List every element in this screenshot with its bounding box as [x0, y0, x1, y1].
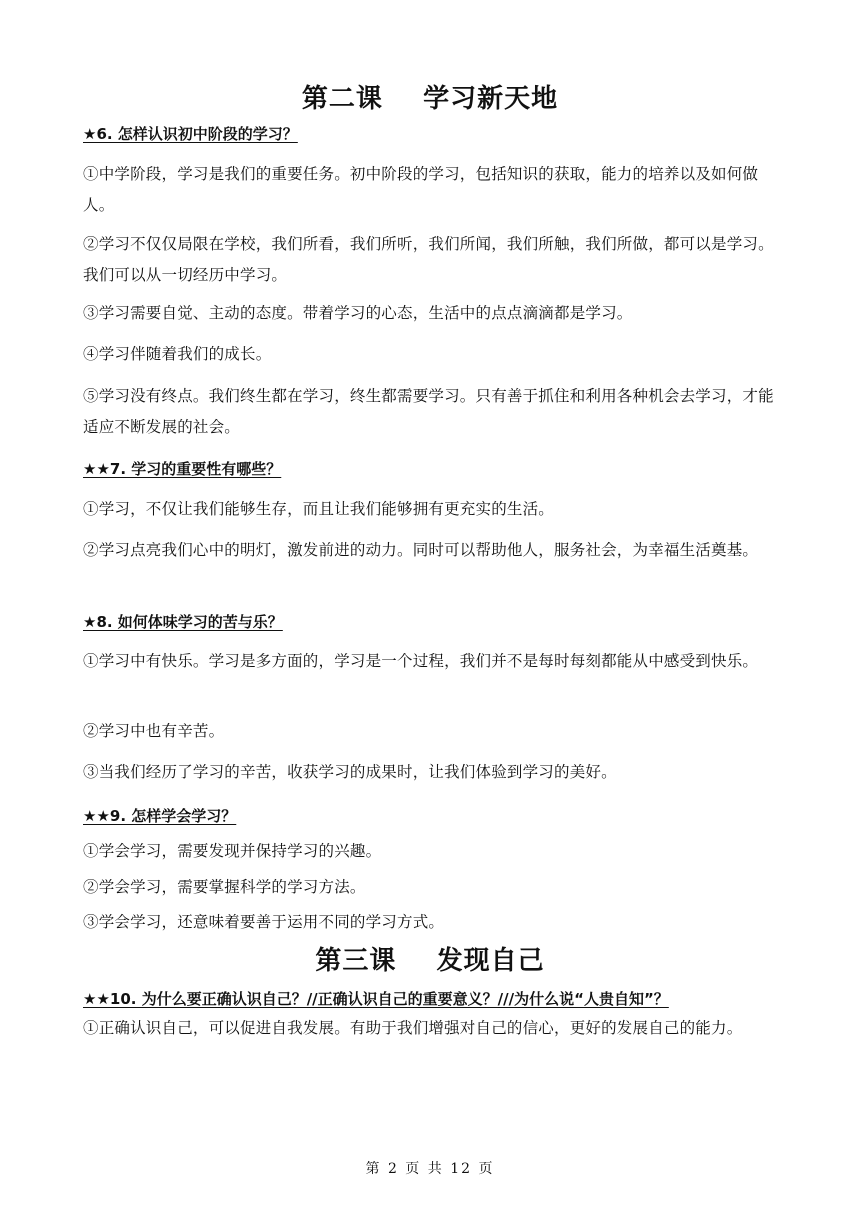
question-6-answer-1: ①中学阶段，学习是我们的重要任务。初中阶段的学习，包括知识的获取，能力的培养以及如何做人。 [83, 165, 759, 214]
question-9-answer-3: ③学会学习，还意味着要善于运用不同的学习方式。 [83, 913, 445, 931]
question-6-answer-4: ④学习伴随着我们的成长。 [83, 345, 272, 363]
question-6-answer-5: ⑤学习没有终点。我们终生都在学习，终生都需要学习。只有善于抓住和利用各种机会去学习，才能适应不断发展的社会。 [83, 387, 774, 436]
question-8-answer-2: ②学习中也有辛苦。 [83, 722, 225, 740]
lesson-3-title: 第三课 发现自己 [315, 946, 545, 976]
question-6-heading: ★6. 怎样认识初中阶段的学习？ [83, 125, 298, 143]
question-8-answer-1: ①学习中有快乐。学习是多方面的，学习是一个过程，我们并不是每时每刻都能从中感受到快乐。 [83, 652, 759, 670]
question-10-answer-1: ①正确认识自己，可以促进自我发展。有助于我们增强对自己的信心，更好的发展自己的能力。 [83, 1019, 743, 1037]
lesson-2-title: 第二课 学习新天地 [301, 84, 559, 114]
question-8-answer-3: ③当我们经历了学习的辛苦，收获学习的成果时，让我们体验到学习的美好。 [83, 763, 617, 781]
question-9-answer-1: ①学会学习，需要发现并保持学习的兴趣。 [83, 842, 382, 860]
question-6-answer-3: ③学习需要自觉、主动的态度。带着学习的心态，生活中的点点滴滴都是学习。 [83, 304, 633, 322]
question-7-answer-2: ②学习点亮我们心中的明灯，激发前进的动力。同时可以帮助他人，服务社会，为幸福生活奠基。 [83, 541, 759, 559]
question-9-answer-2: ②学会学习，需要掌握科学的学习方法。 [83, 878, 366, 896]
question-7-heading: ★★7. 学习的重要性有哪些？ [83, 460, 282, 478]
question-9-heading: ★★9. 怎样学会学习？ [83, 807, 237, 825]
question-7-answer-1: ①学习，不仅让我们能够生存，而且让我们能够拥有更充实的生活。 [83, 500, 555, 518]
question-8-heading: ★8. 如何体味学习的苦与乐？ [83, 613, 283, 631]
page-number-footer: 第 2 页 共 12 页 [365, 1161, 495, 1177]
question-6-answer-2: ②学习不仅仅局限在学校，我们所看，我们所听，我们所闻，我们所触，我们所做，都可以是学习。我们可以从一切经历中学习。 [83, 235, 774, 284]
question-10-heading: ★★10. 为什么要正确认识自己？//正确认识自己的重要意义？///为什么说“人贵自知”？ [83, 990, 669, 1008]
